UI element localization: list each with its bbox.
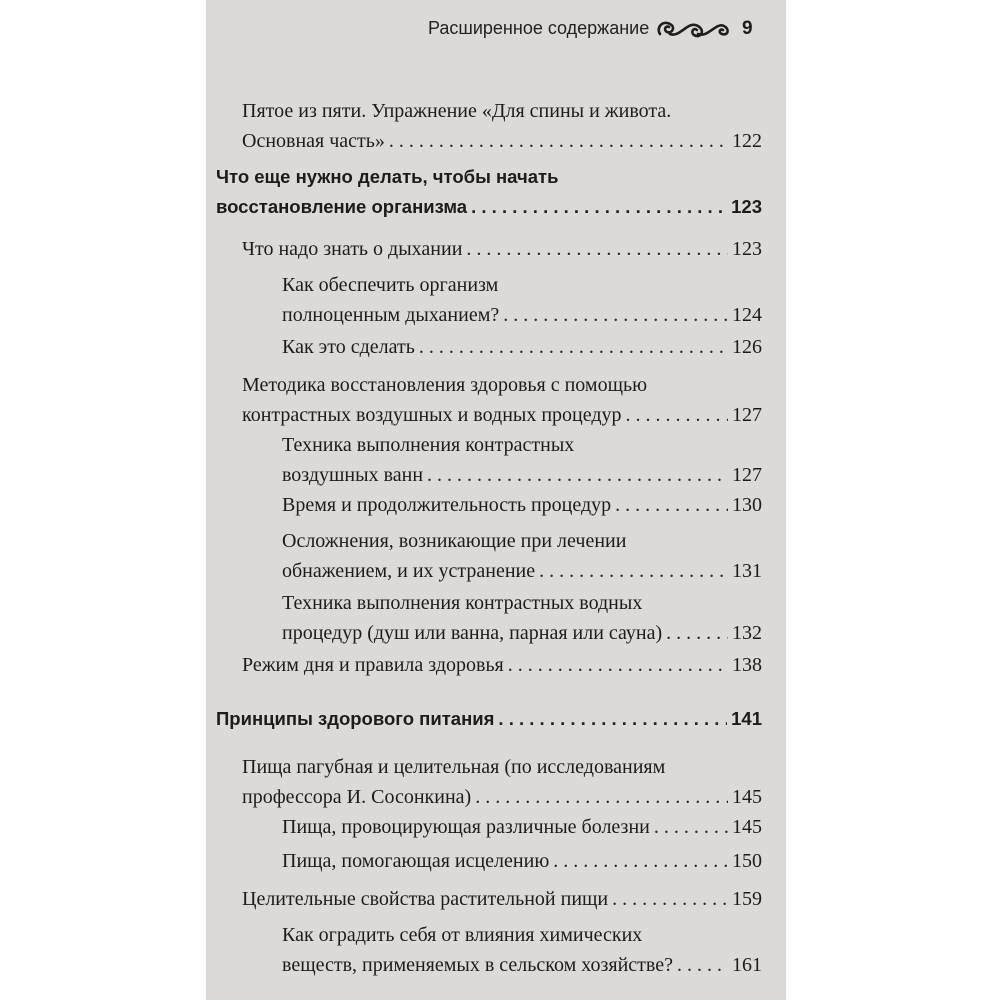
- toc-page-number: 127: [732, 464, 762, 486]
- toc-page-number: 130: [732, 494, 762, 516]
- dot-leader: [666, 618, 728, 648]
- toc-subentry: [282, 332, 762, 362]
- dot-leader: [466, 234, 728, 264]
- toc-subentry: [282, 846, 762, 876]
- dot-leader: [539, 556, 728, 586]
- toc-subentry: [282, 270, 762, 330]
- toc-entry-line: веществ, применяемых в сельском хозяйстве?: [282, 954, 673, 976]
- toc-page-number: 124: [732, 304, 762, 326]
- page-number: 9: [742, 18, 753, 39]
- toc-entry-line: процедур (душ или ванна, парная или сауна): [282, 622, 663, 644]
- toc-page-number: 138: [732, 654, 762, 676]
- toc-page-number: 123: [732, 238, 762, 260]
- dot-leader: [471, 192, 727, 222]
- toc-entry-line: Как обеспечить организм: [282, 274, 499, 296]
- toc-entry-line: восстановление организма: [216, 196, 468, 217]
- toc-entry-line: Техника выполнения контрастных водных: [282, 592, 643, 614]
- toc-entry-line: Как оградить себя от влияния химических: [282, 924, 643, 946]
- toc-subentry: [282, 812, 762, 842]
- toc-page-number: 132: [732, 622, 762, 644]
- toc-section-entry: [216, 704, 762, 734]
- toc-entry-line: обнажением, и их устранение: [282, 560, 536, 582]
- dot-leader: [498, 704, 727, 734]
- toc-entry-line: Методика восстановления здоровья с помощью: [242, 374, 648, 396]
- toc-entry-line: Принципы здорового питания: [216, 708, 495, 729]
- toc-page-number: 145: [732, 816, 762, 838]
- toc-entry-line: Режим дня и правила здоровья: [242, 654, 504, 676]
- toc-entry-line: Пятое из пяти. Упражнение «Для спины и живота.: [242, 100, 672, 122]
- dot-leader: [475, 782, 728, 812]
- toc-section-entry: [216, 162, 762, 222]
- toc-entry-line: Пища пагубная и целительная (по исследованиям: [242, 756, 666, 778]
- toc-page-number: 145: [732, 786, 762, 808]
- toc-subentry: [282, 920, 762, 980]
- swirl-ornament-icon: [654, 16, 734, 42]
- dot-leader: [612, 884, 728, 914]
- toc-entry-line: Целительные свойства растительной пищи: [242, 888, 609, 910]
- toc-entry: [242, 650, 762, 680]
- toc-entry: [242, 370, 762, 430]
- dot-leader: [677, 950, 728, 980]
- toc-subentry: [282, 588, 762, 648]
- toc-entry-line: Что еще нужно делать, чтобы начать: [216, 166, 559, 187]
- toc-entry-line: Пища, провоцирующая различные болезни: [282, 816, 650, 838]
- toc-entry: [242, 234, 762, 264]
- running-header: [206, 12, 786, 42]
- toc-entry-line: полноценным дыханием?: [282, 304, 500, 326]
- toc-entry-line: профессора И. Сосонкина): [242, 786, 472, 808]
- toc-page-number: 161: [732, 954, 762, 976]
- toc-entry-line: Осложнения, возникающие при лечении: [282, 530, 627, 552]
- header-title: Расширенное содержание: [428, 18, 650, 38]
- toc-page-number: 123: [731, 196, 762, 217]
- dot-leader: [654, 812, 728, 842]
- toc-page-number: 141: [731, 708, 762, 729]
- toc-entry-line: Техника выполнения контрастных: [282, 434, 575, 456]
- dot-leader: [508, 650, 728, 680]
- dot-leader: [427, 460, 728, 490]
- dot-leader: [553, 846, 728, 876]
- toc-entry-line: Как это сделать: [282, 336, 415, 358]
- toc-page-number: 122: [732, 130, 762, 152]
- toc-page-number: 126: [732, 336, 762, 358]
- toc-subentry: [282, 430, 762, 490]
- toc-entry-line: Основная часть»: [242, 130, 385, 152]
- toc-page-number: 159: [732, 888, 762, 910]
- toc-entry-line: Время и продолжительность процедур: [282, 494, 612, 516]
- toc-entry-line: контрастных воздушных и водных процедур: [242, 404, 622, 426]
- toc-subentry: [282, 490, 762, 520]
- dot-leader: [503, 300, 728, 330]
- dot-leader: [626, 400, 728, 430]
- toc-entry-line: Пища, помогающая исцелению: [282, 850, 550, 872]
- dot-leader: [389, 126, 728, 156]
- toc-page-number: 127: [732, 404, 762, 426]
- toc-entry-line: Что надо знать о дыхании: [242, 238, 463, 260]
- toc-page-number: 131: [732, 560, 762, 582]
- toc-entry: [242, 96, 762, 156]
- toc-entry: [242, 884, 762, 914]
- toc-entry-line: воздушных ванн: [282, 464, 424, 486]
- dot-leader: [615, 490, 728, 520]
- toc-page-number: 150: [732, 850, 762, 872]
- toc-subentry: [282, 526, 762, 586]
- dot-leader: [419, 332, 728, 362]
- toc-entry: [242, 752, 762, 812]
- book-page: [206, 0, 786, 1000]
